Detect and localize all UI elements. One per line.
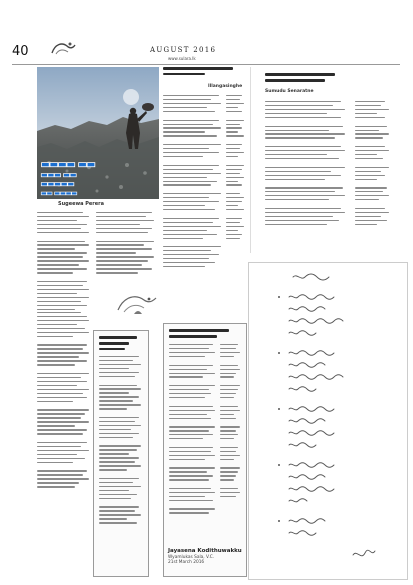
garbage-dump-photo — [37, 67, 159, 199]
article-c-author: Sumudu Senaratne — [265, 89, 314, 94]
feature-box-left — [93, 330, 149, 577]
box-mid-author-name: Jayasena Kodithuwakku — [168, 548, 242, 554]
article-b-poem-right — [226, 95, 246, 241]
svg-text:▬▬▬ ▬▬: ▬▬▬ ▬▬ — [41, 171, 77, 179]
feature-box-mid-title — [169, 329, 229, 332]
issue-date: AUGUST 2016 — [150, 46, 217, 54]
article-b-author: Illangasinghe — [208, 84, 243, 89]
cover-photo — [37, 67, 159, 199]
article-b — [163, 67, 245, 81]
svg-text:▬▬▬▬ ▬▬: ▬▬▬▬ ▬▬ — [41, 160, 96, 170]
svg-text:▬▬ ▬▬▬▬: ▬▬ ▬▬▬▬ — [41, 190, 78, 197]
article-a-text-2 — [96, 212, 156, 276]
article-b-title — [163, 67, 233, 70]
handwritten-manuscript — [248, 262, 408, 580]
article-c-title — [265, 73, 335, 76]
article-c — [250, 67, 407, 253]
box-mid-author-place: Wyamlukas Sala, V.C. — [168, 555, 215, 560]
article-a-text — [37, 212, 91, 313]
site-url: www.sulara.lk — [168, 56, 196, 61]
article-a-text-3 — [37, 312, 91, 490]
header-divider — [12, 64, 400, 65]
article-b-poem — [163, 95, 223, 270]
feature-box-mid — [163, 323, 247, 577]
handwriting-scan — [249, 263, 407, 579]
page-number: 40 — [12, 44, 29, 59]
svg-text:▬▬▬▬▬: ▬▬▬▬▬ — [41, 180, 75, 188]
photo-author: Sugeewa Perera — [58, 201, 105, 207]
feature-box-left-title — [99, 336, 137, 339]
box-mid-author-date: 21st March 2016 — [168, 560, 205, 565]
ornament-icon — [114, 290, 158, 318]
magazine-logo — [50, 40, 76, 58]
